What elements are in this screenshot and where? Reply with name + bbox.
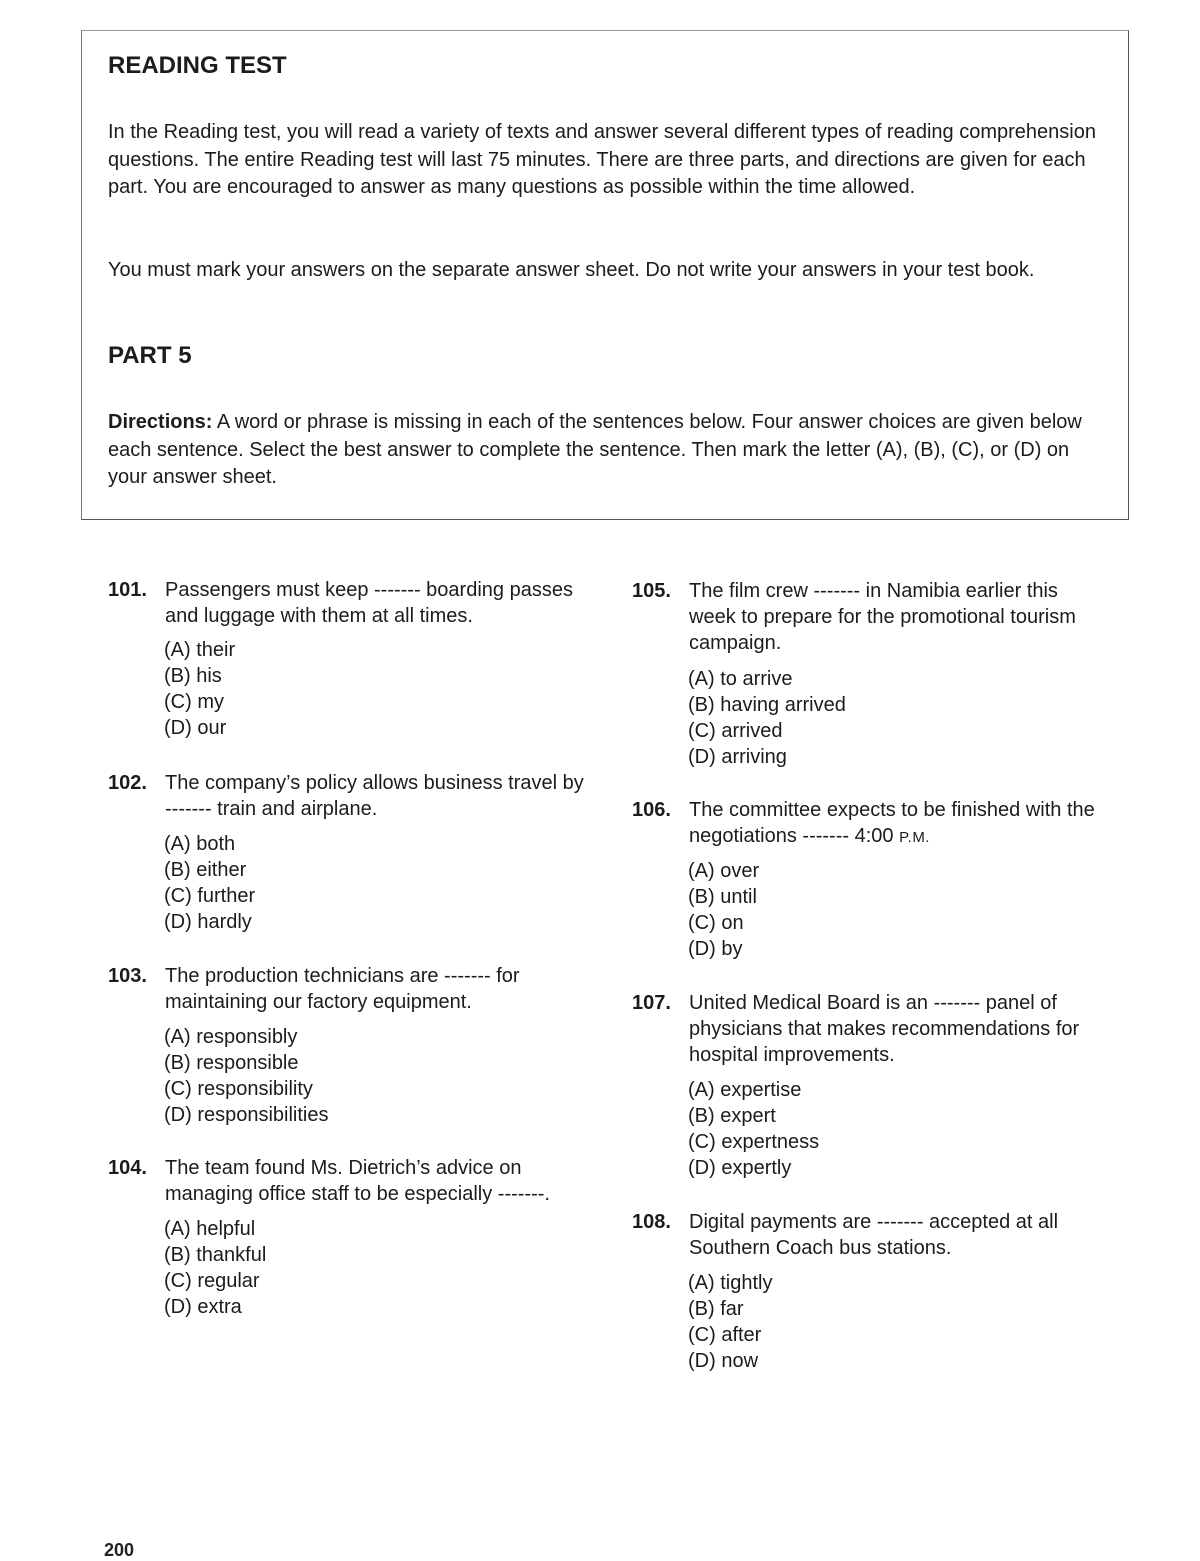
option-d[interactable]: (D) responsibilities xyxy=(164,1104,329,1126)
question-number: 104. xyxy=(108,1157,147,1179)
option-d[interactable]: (D) now xyxy=(688,1350,759,1372)
question-number: 108. xyxy=(632,1211,671,1233)
option-b[interactable]: (B) either xyxy=(164,859,247,881)
question-text-main: The committee expects to be finished with the negotiations ------- 4:00 xyxy=(689,799,1095,847)
directions-paragraph xyxy=(108,409,1098,492)
option-c[interactable]: (C) regular xyxy=(164,1270,260,1292)
question-number: 105. xyxy=(632,580,671,602)
question-number: 103. xyxy=(108,965,147,987)
question-text: Digital payments are ------- accepted at all Southern Coach bus stations. xyxy=(689,1211,1059,1259)
answer-options xyxy=(164,637,235,741)
answer-options xyxy=(688,1077,819,1181)
answer-options xyxy=(164,831,255,935)
option-d[interactable]: (D) hardly xyxy=(164,911,252,933)
option-d[interactable]: (D) arriving xyxy=(688,746,787,768)
question-text: The production technicians are ------- for maintaining our factory equipment. xyxy=(165,965,520,1013)
answer-options xyxy=(164,1216,266,1320)
answer-options xyxy=(688,858,759,962)
option-a[interactable]: (A) expertise xyxy=(688,1079,802,1101)
answer-options xyxy=(688,666,846,770)
question-text: The company’s policy allows business travel by ------- train and airplane. xyxy=(165,772,584,820)
question-number: 106. xyxy=(632,799,671,821)
option-d[interactable]: (D) by xyxy=(688,938,743,960)
question-number: 107. xyxy=(632,992,671,1014)
answer-options xyxy=(688,1270,772,1374)
option-c[interactable]: (C) after xyxy=(688,1324,762,1346)
option-b[interactable]: (B) his xyxy=(164,665,222,687)
option-a[interactable]: (A) tightly xyxy=(688,1272,773,1294)
option-d[interactable]: (D) extra xyxy=(164,1296,242,1318)
question-text xyxy=(689,797,1109,851)
option-d[interactable]: (D) expertly xyxy=(688,1157,792,1179)
option-b[interactable]: (B) having arrived xyxy=(688,694,846,716)
option-a[interactable]: (A) to arrive xyxy=(688,668,793,690)
option-c[interactable]: (C) further xyxy=(164,885,256,907)
directions-text: A word or phrase is missing in each of the sentences below. Four answer choices are given below each sentence. Select the best answer to complete the sentence. Then mark the letter (A), (B), (C), or (D) on your answer sheet. xyxy=(108,411,1082,488)
question-text: Passengers must keep ------- boarding passes and luggage with them at all times. xyxy=(165,579,573,627)
option-a[interactable]: (A) their xyxy=(164,639,236,661)
question-text: The film crew ------- in Namibia earlier this week to prepare for the promotional tourism campaign. xyxy=(689,580,1076,654)
option-b[interactable]: (B) until xyxy=(688,886,757,908)
section-title: READING TEST xyxy=(108,52,287,79)
option-b[interactable]: (B) far xyxy=(688,1298,744,1320)
option-a[interactable]: (A) over xyxy=(688,860,760,882)
option-c[interactable]: (C) arrived xyxy=(688,720,783,742)
question-number: 102. xyxy=(108,772,147,794)
option-b[interactable]: (B) expert xyxy=(688,1105,776,1127)
question-text: United Medical Board is an ------- panel of physicians that makes recommendations for hospital improvements. xyxy=(689,992,1080,1066)
time-suffix: P.M. xyxy=(899,829,930,846)
intro-paragraph: In the Reading test, you will read a variety of texts and answer several different types of reading comprehension questions. The entire Reading test will last 75 minutes. There are three parts, and directions are given for each part. You are encouraged to answer as many questions as possible within the time allowed. xyxy=(108,121,1096,198)
option-c[interactable]: (C) responsibility xyxy=(164,1078,313,1100)
question-text: The team found Ms. Dietrich’s advice on managing office staff to be especially -------. xyxy=(165,1157,550,1205)
question-number: 101. xyxy=(108,579,147,601)
answer-options xyxy=(164,1024,329,1128)
option-a[interactable]: (A) helpful xyxy=(164,1218,256,1240)
option-c[interactable]: (C) on xyxy=(688,912,744,934)
option-b[interactable]: (B) thankful xyxy=(164,1244,267,1266)
option-a[interactable]: (A) responsibly xyxy=(164,1026,298,1048)
directions-label: Directions: xyxy=(108,411,213,433)
option-d[interactable]: (D) our xyxy=(164,717,227,739)
option-c[interactable]: (C) expertness xyxy=(688,1131,820,1153)
part-title: PART 5 xyxy=(108,342,192,369)
page-number: 200 xyxy=(104,1540,135,1560)
option-c[interactable]: (C) my xyxy=(164,691,224,713)
instructions-paragraph: You must mark your answers on the separate answer sheet. Do not write your answers in your test book. xyxy=(108,259,1035,281)
option-a[interactable]: (A) both xyxy=(164,833,236,855)
option-b[interactable]: (B) responsible xyxy=(164,1052,299,1074)
